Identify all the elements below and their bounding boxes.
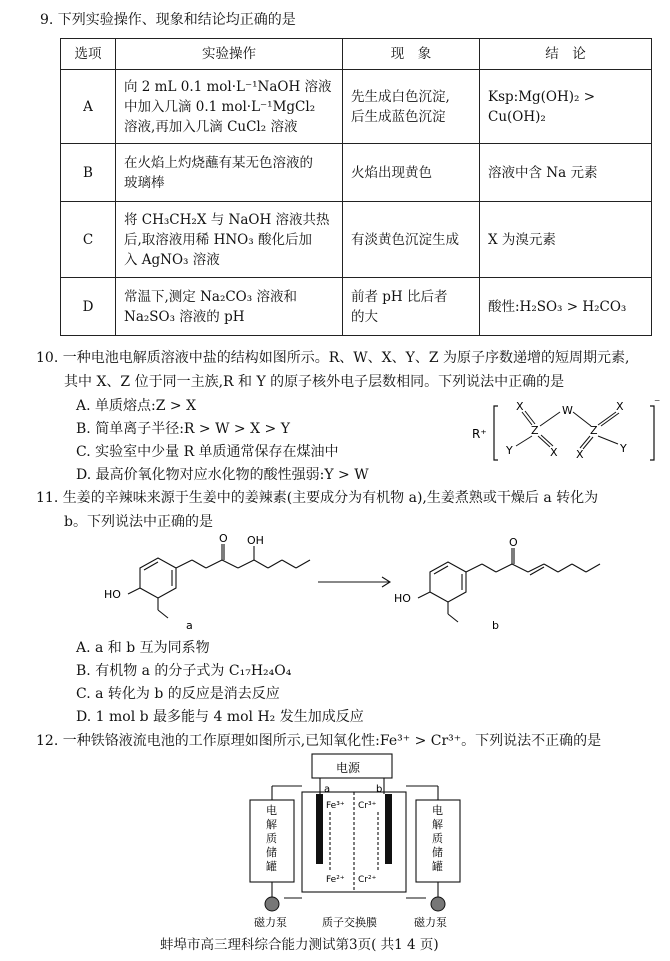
table-header: 选项 xyxy=(61,39,116,70)
phenomenon-cell: 有淡黄色沉淀生成 xyxy=(343,202,480,278)
conclusion-cell: X 为溴元素 xyxy=(480,202,652,278)
atom-x4: X xyxy=(576,448,584,461)
conclusion-cell: 酸性:H₂SO₃ > H₂CO₃ xyxy=(480,278,652,336)
q10-option-b: B. 简单离子半径:R > W > X > Y xyxy=(76,421,290,437)
left-tank-char: 电 xyxy=(266,804,277,817)
fe3-label: Fe³⁺ xyxy=(326,801,345,811)
atom-y1: Y xyxy=(506,444,513,457)
right-tank-char: 电 xyxy=(432,804,443,817)
left-electrode xyxy=(316,794,323,864)
membrane-label: 质子交换膜 xyxy=(322,916,377,929)
atom-x1: X xyxy=(516,400,524,413)
carbonyl-o-a: O xyxy=(219,532,228,545)
power-label: 电源 xyxy=(336,761,361,775)
option-cell: A xyxy=(61,70,116,144)
option-cell: C xyxy=(61,202,116,278)
q11-option-c: C. a 转化为 b 的反应是消去反应 xyxy=(76,686,280,702)
left-tank-char: 解 xyxy=(266,818,277,831)
left-pump-icon xyxy=(265,897,279,911)
table-row xyxy=(61,144,652,202)
atom-w: W xyxy=(562,404,573,417)
atom-z-left: Z xyxy=(531,424,539,437)
q11-option-d: D. 1 mol b 最多能与 4 mol H₂ 发生加成反应 xyxy=(76,709,364,725)
flow-battery-diagram xyxy=(240,752,470,930)
carbonyl-o-b: O xyxy=(509,536,518,549)
conclusion-cell: 溶液中含 Na 元素 xyxy=(480,144,652,202)
salt-structure-diagram xyxy=(470,396,662,466)
table-header: 结 论 xyxy=(480,39,652,70)
table-row xyxy=(61,278,652,336)
ho-label-b: HO xyxy=(394,592,411,605)
hydroxyl-label: OH xyxy=(247,534,264,547)
right-tank-char: 质 xyxy=(432,832,443,845)
q9-stem: 9. 下列实验操作、现象和结论均正确的是 xyxy=(40,12,296,28)
table-header: 实验操作 xyxy=(116,39,343,70)
page-footer: 蚌埠市高三理科综合能力测试第3页( 共1 4 页) xyxy=(160,937,439,953)
q10-option-c: C. 实验室中少量 R 单质通常保存在煤油中 xyxy=(76,444,339,460)
fe2-label: Fe²⁺ xyxy=(326,875,345,885)
cation-label: R⁺ xyxy=(472,427,487,441)
atom-y2: Y xyxy=(620,442,627,455)
label-b: b xyxy=(492,619,499,632)
terminal-a: a xyxy=(324,784,331,795)
conclusion-cell: Ksp:Mg(OH)₂ > Cu(OH)₂ xyxy=(480,70,652,144)
left-tank-char: 储 xyxy=(266,846,277,859)
q10-option-a: A. 单质熔点:Z > X xyxy=(76,398,197,414)
atom-x3: X xyxy=(550,446,558,459)
left-pump-label: 磁力泵 xyxy=(254,916,287,929)
terminal-b: b xyxy=(376,784,383,795)
q12-stem: 12. 一种铁铬液流电池的工作原理如图所示,已知氧化性:Fe³⁺ > Cr³⁺。下列说法不正确的是 xyxy=(36,733,602,749)
atom-x2: X xyxy=(616,400,624,413)
phenomenon-cell: 火焰出现黄色 xyxy=(343,144,480,202)
operation-cell: 在火焰上灼烧蘸有某无色溶液的 玻璃棒 xyxy=(116,144,343,202)
anion-charge: ⁻ xyxy=(654,396,661,409)
cr3-label: Cr³⁺ xyxy=(358,801,377,811)
option-cell: D xyxy=(61,278,116,336)
q10-stem-line1: 10. 一种电池电解质溶液中盐的结构如图所示。R、W、X、Y、Z 为原子序数递增的短周期元素, xyxy=(36,350,630,366)
q10-option-d: D. 最高价氧化物对应水化物的酸性强弱:Y > W xyxy=(76,467,369,483)
q11-option-a: A. a 和 b 互为同系物 xyxy=(76,640,210,656)
table-row xyxy=(61,70,652,144)
table-row xyxy=(61,202,652,278)
reaction-scheme xyxy=(100,532,620,632)
phenomenon-cell: 前者 pH 比后者 的大 xyxy=(343,278,480,336)
cr2-label: Cr²⁺ xyxy=(358,875,377,885)
q11-option-b: B. 有机物 a 的分子式为 C₁₇H₂₄O₄ xyxy=(76,663,292,679)
table-header-row xyxy=(61,39,652,70)
right-tank-char: 罐 xyxy=(432,860,443,873)
q9-table xyxy=(60,38,652,336)
left-tank-char: 罐 xyxy=(266,860,277,873)
right-pump-label: 磁力泵 xyxy=(414,916,447,929)
right-tank-char: 储 xyxy=(432,846,443,859)
right-tank-char: 解 xyxy=(432,818,443,831)
atom-z-right: Z xyxy=(590,424,598,437)
left-tank-char: 质 xyxy=(266,832,277,845)
phenomenon-cell: 先生成白色沉淀, 后生成蓝色沉淀 xyxy=(343,70,480,144)
right-pump-icon xyxy=(431,897,445,911)
operation-cell: 将 CH₃CH₂X 与 NaOH 溶液共热 后,取溶液用稀 HNO₃ 酸化后加 入 AgNO₃ 溶液 xyxy=(116,202,343,278)
table-header: 现 象 xyxy=(343,39,480,70)
q11-stem-line2: b。下列说法中正确的是 xyxy=(64,514,213,530)
operation-cell: 向 2 mL 0.1 mol·L⁻¹NaOH 溶液 中加入几滴 0.1 mol·L⁻¹MgCl₂ 溶液,再加入几滴 CuCl₂ 溶液 xyxy=(116,70,343,144)
q11-stem-line1: 11. 生姜的辛辣味来源于生姜中的姜辣素(主要成分为有机物 a),生姜煮熟或干燥后 a 转化为 xyxy=(36,490,599,506)
right-electrode xyxy=(385,794,392,864)
operation-cell: 常温下,测定 Na₂CO₃ 溶液和 Na₂SO₃ 溶液的 pH xyxy=(116,278,343,336)
option-cell: B xyxy=(61,144,116,202)
label-a: a xyxy=(186,619,193,632)
q10-stem-line2: 其中 X、Z 位于同一主族,R 和 Y 的原子核外电子层数相同。下列说法中正确的是 xyxy=(64,374,565,390)
ho-label-a: HO xyxy=(104,588,121,601)
